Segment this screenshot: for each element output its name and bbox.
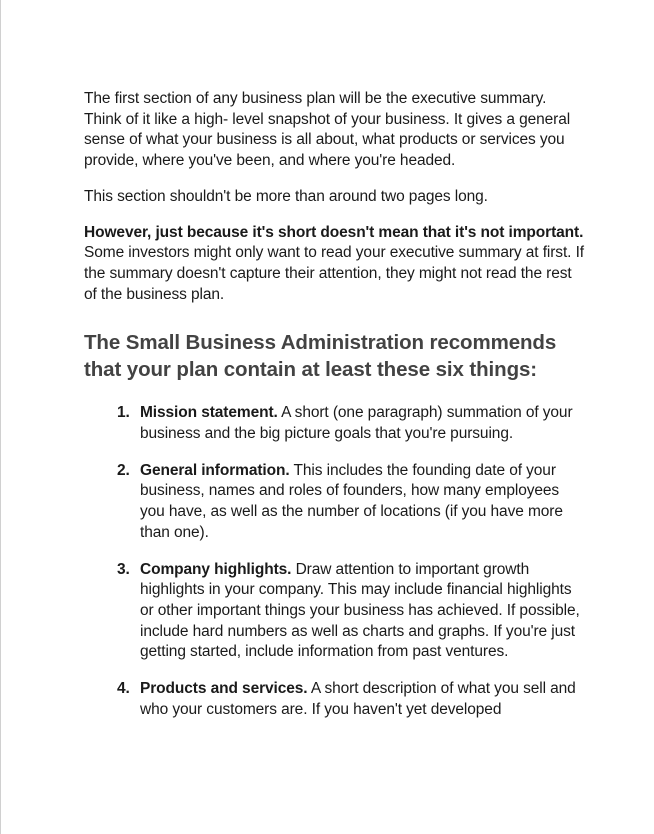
list-item-title: General information. — [140, 461, 290, 479]
list-item — [84, 403, 584, 444]
list-item-number: 3. — [117, 560, 130, 578]
list-item-title: Products and services. — [140, 680, 308, 698]
list-item-text: A short (one paragraph) summation of your business and the big picture goals that you're pursuing. — [140, 404, 573, 443]
list-item-title: Company highlights. — [140, 560, 292, 578]
list-item-number: 4. — [117, 680, 130, 698]
list-item — [84, 679, 584, 720]
list-item-number: 1. — [117, 404, 130, 422]
list-item-title: Mission statement. — [140, 404, 278, 422]
recommendation-list — [84, 403, 584, 720]
page-edge — [0, 0, 1, 834]
intro-paragraph-3 — [84, 223, 584, 306]
intro-paragraph-1: The first section of any business plan will be the executive summary. Think of it like a high- level snapshot of your business. It gives a general sense of what your business is all about, what products or services you provide, where you've been, and where you're headed. — [84, 90, 571, 170]
section-heading: The Small Business Administration recommends that your plan contain at least these six things: — [84, 331, 557, 382]
document-body — [84, 89, 584, 736]
list-item — [84, 461, 584, 544]
intro-paragraph-2: This section shouldn't be more than around two pages long. — [84, 187, 488, 205]
list-item-text: A short description of what you sell and who your customers are. If you haven't yet developed — [140, 680, 576, 718]
list-item-text: Draw attention to important growth highlights in your company. This may include financial highlights or other important things your business has achieved. If possible, include hard numbers as well as charts and graphs. If you're just getting started, include information from past ventures. — [140, 560, 580, 661]
list-item-number: 2. — [117, 461, 130, 479]
intro-paragraph-3-text: Some investors might only want to read your executive summary at first. If the summary doesn't capture their attention, they might not read the rest of the business plan. — [84, 244, 584, 303]
list-item-text: This includes the founding date of your business, names and roles of founders, how many employees you have, as well as the number of locations (if you have more than one). — [140, 461, 563, 541]
list-item — [84, 560, 584, 664]
intro-paragraph-3-bold: However, just because it's short doesn't mean that it's not important. — [84, 223, 584, 241]
